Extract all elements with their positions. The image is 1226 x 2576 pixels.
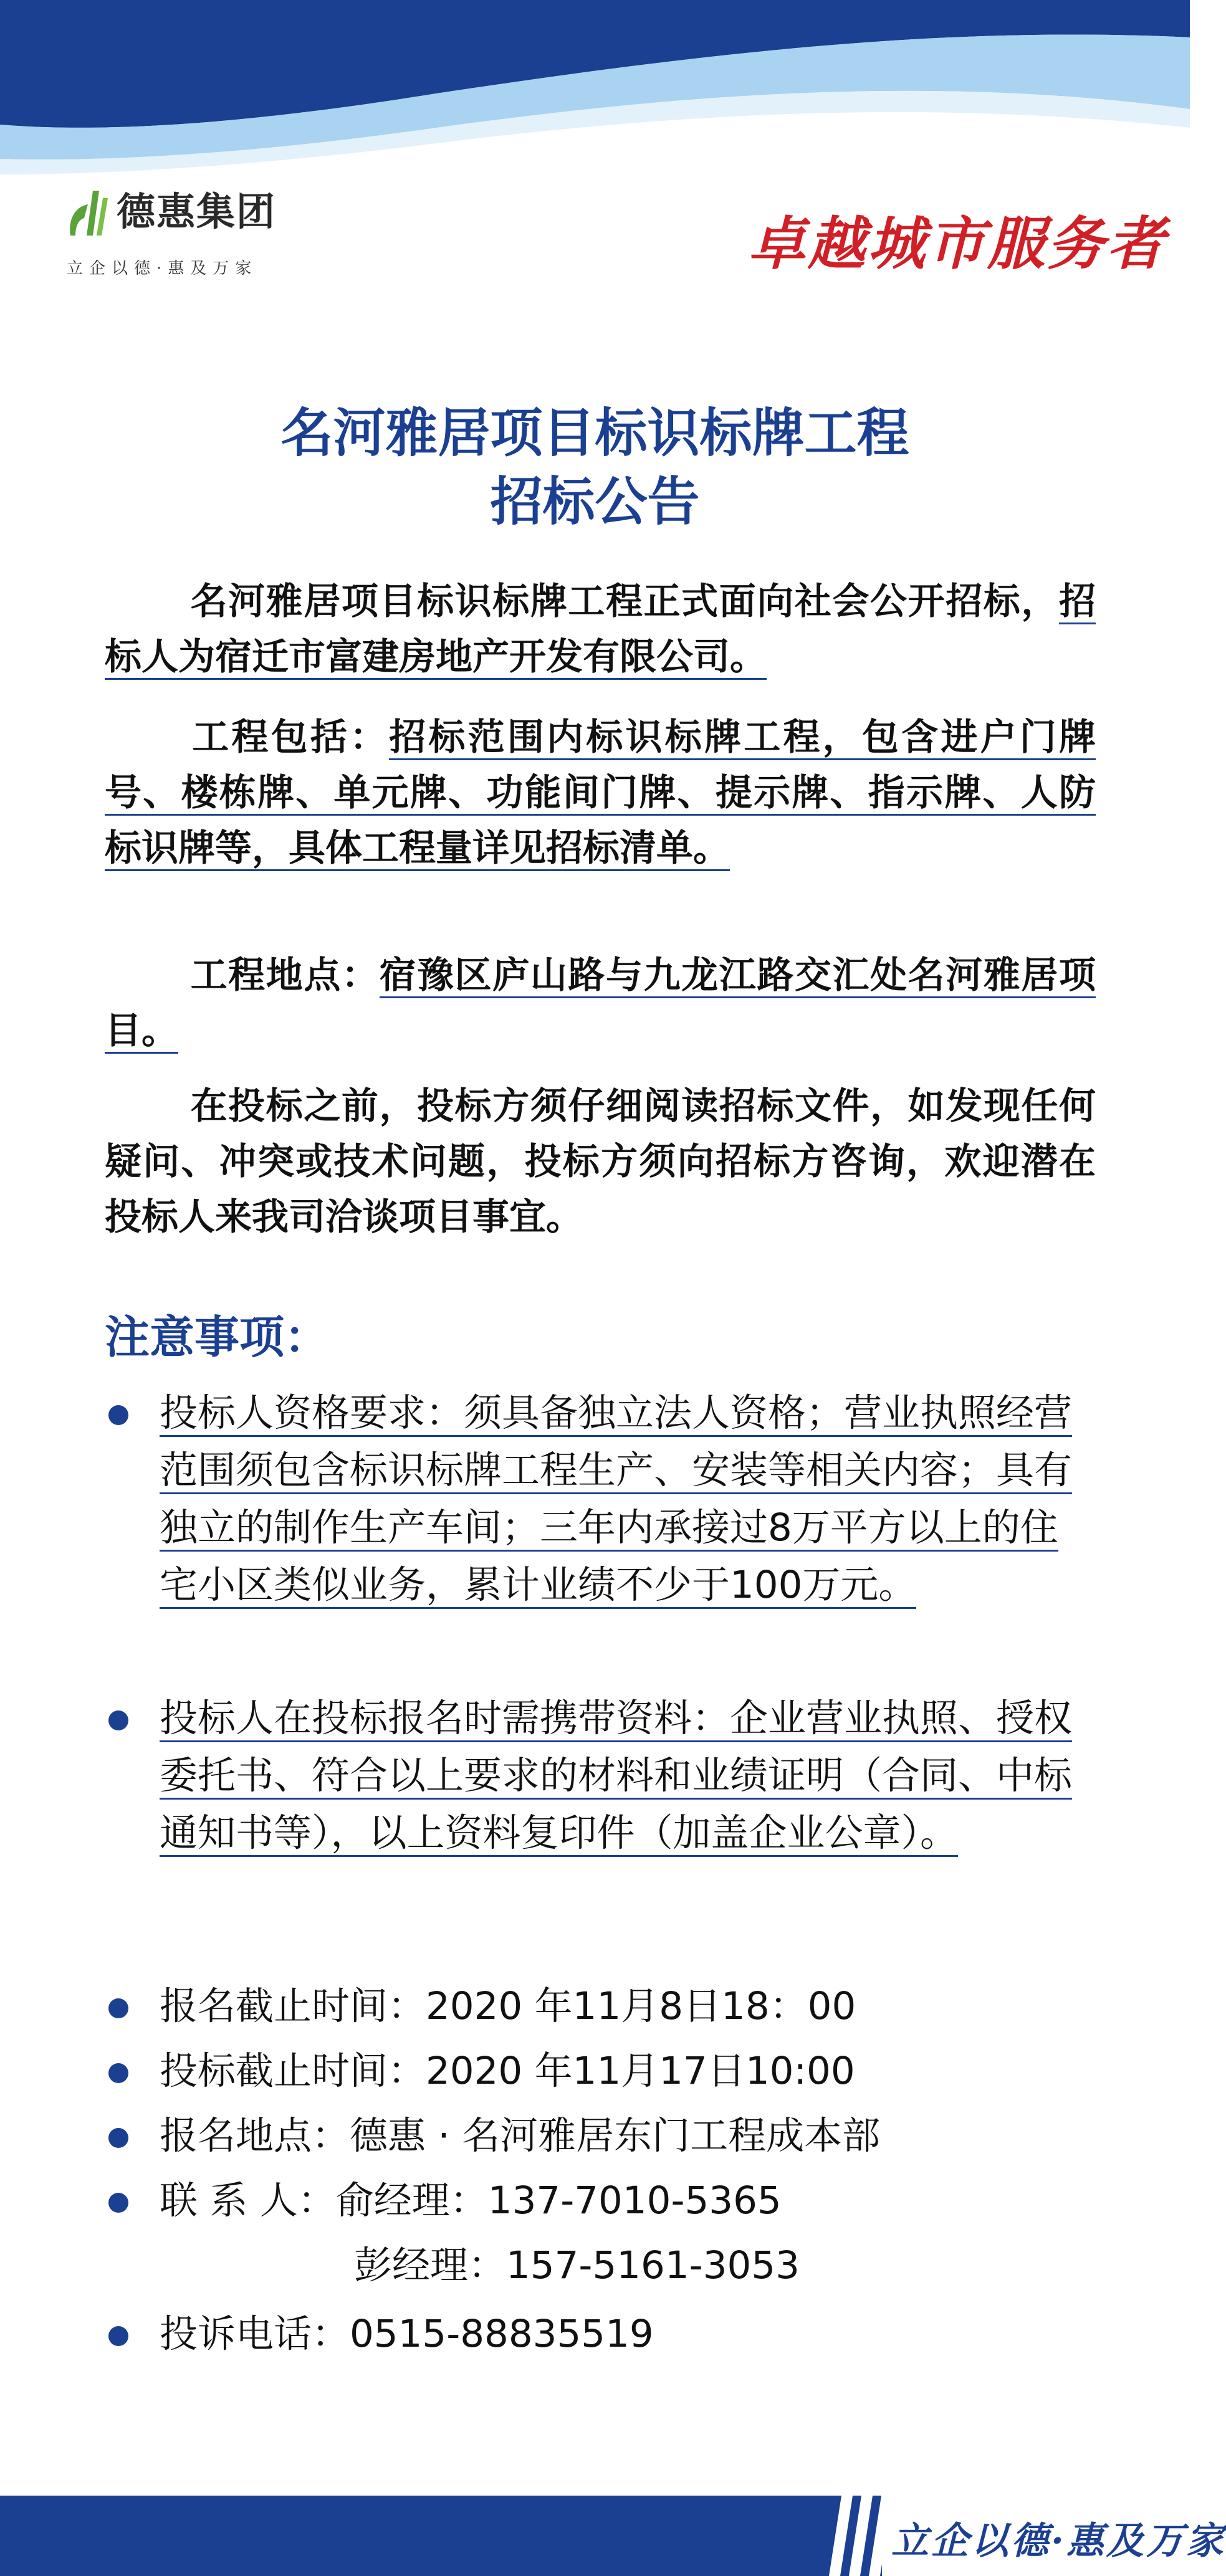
notes-heading: 注意事项： (105, 1311, 330, 1363)
logo-leaf-icon (65, 187, 109, 237)
intro-p4-text: 在投标之前，投标方须仔细阅读招标文件，如发现任何疑问、冲突或技术问题，投标方须向招标方咨询，欢迎潜在投标人来我司洽谈项目事宜。 (105, 1084, 1096, 1238)
intro-p2-label: 工程包括： (189, 715, 390, 758)
company-logo (65, 187, 340, 290)
note-complaint: 投诉电话：0515-88835519 (160, 2312, 654, 2356)
brand-name: 德惠集团 (117, 189, 277, 234)
intro-p1-text-b: 招标人为宿迁市富建房地产开发有限公司。 (105, 580, 1096, 680)
bullet-icon (108, 1998, 128, 2018)
note-signup-deadline: 报名截止时间：2020 年11月8日18：00 (160, 1984, 856, 2028)
page-subtitle: 招标公告 (490, 471, 700, 532)
bullet-icon (108, 1405, 128, 1425)
bullet-icon (108, 2326, 128, 2346)
intro-paragraph-1 (105, 573, 1096, 684)
footer-slogan: 立企以德·惠及万家 (891, 2519, 1226, 2563)
intro-paragraph-2 (105, 709, 1096, 875)
intro-paragraph-3 (105, 947, 1096, 1058)
contact-1: 俞经理：137-7010-5365 (335, 2178, 782, 2223)
intro-p2-text: 招标范围内标识标牌工程，包含进户门牌号、楼栋牌、单元牌、功能间门牌、提示牌、指示牌、人防标识牌等，具体工程量详见招标清单。 (105, 715, 1096, 871)
intro-p3-label: 工程地点： (189, 953, 380, 996)
note-contacts (160, 2172, 1096, 2230)
brand-tagline: 卓越城市服务者 (748, 210, 1167, 277)
page-title: 名河雅居项目标识标牌工程 (280, 403, 909, 464)
note-materials-text: 投标人在投标报名时需携带资料：企业营业执照、授权委托书、符合以上要求的材料和业绩证明（合同、中标通知书等），以上资料复印件（加盖企业公章）。 (160, 1696, 1072, 1857)
bullet-icon (108, 2063, 128, 2083)
intro-p3-text: 宿豫区庐山路与九龙江路交汇处名河雅居项目。 (105, 953, 1096, 1054)
footer-stripes-decoration (823, 2496, 898, 2576)
intro-paragraph-4 (105, 1078, 1096, 1244)
note-location: 报名地点：德惠 · 名河雅居东门工程成本部 (160, 2114, 881, 2158)
note-bid-deadline: 投标截止时间：2020 年11月17日10:00 (160, 2049, 855, 2093)
bullet-icon (108, 2193, 128, 2213)
bullet-icon (108, 2128, 128, 2148)
note-qualification-text: 投标人资格要求：须具备独立法人资格；营业执照经营范围须包含标识标牌工程生产、安装等相关内容；具有独立的制作生产车间；三年内承接过8万平方以上的住宅小区类似业务，累计业绩不少于100万元。 (160, 1391, 1072, 1609)
bullet-icon (108, 1710, 128, 1730)
note-materials (160, 1690, 1096, 1862)
contact-2: 彭经理：157-5161-3053 (354, 2243, 800, 2287)
contact-label: 联 系 人： (160, 2178, 336, 2223)
intro-p1-text-a: 名河雅居项目标识标牌工程正式面向社会公开招标， (189, 580, 1059, 623)
note-qualification (160, 1385, 1096, 1614)
brand-slogan: 立企以德·惠及万家 (67, 259, 258, 278)
